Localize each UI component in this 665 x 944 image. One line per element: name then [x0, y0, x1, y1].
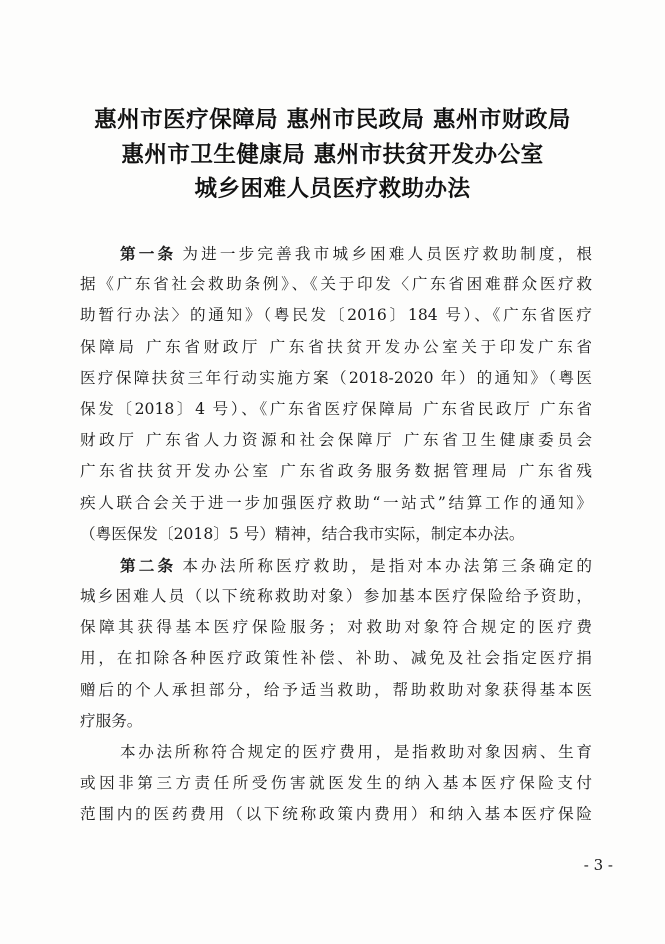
article-1-first-line [80, 238, 592, 269]
title-line: 惠州市卫生健康局 惠州市扶贫开发办公室 [121, 141, 544, 168]
title-line: 城乡困难人员医疗救助办法 [194, 176, 471, 202]
article-2-line: 赠后的个人承担部分，给予适当救助，帮助救助对象获得基本医 [80, 680, 592, 699]
article-1-line: （粤医保发〔2018〕5 号）精神，结合我市实际，制定本办法。 [80, 524, 525, 543]
article-2-line: 城乡困难人员（以下统称救助对象）参加基本医疗保险给予资助， [80, 587, 592, 606]
paragraph-3-line: 或因非第三方责任所受伤害就医发生的纳入基本医疗保险支付 [80, 774, 592, 793]
document-title [0, 103, 665, 207]
article-2-line: 保障其获得基本医疗保险服务；对救助对象符合规定的医疗费 [80, 618, 592, 637]
article-1-line: 医疗保障扶贫三年行动实施方案（2018-2020 年）的通知》（粤医 [80, 368, 592, 387]
article-1-line: 保发〔2018〕4 号）、《广东省医疗保障局 广东省民政厅 广东省 [80, 399, 592, 418]
article-1-line: 财政厅 广东省人力资源和社会保障厅 广东省卫生健康委员会 [80, 431, 592, 450]
paragraph-3-line: 范围内的医药费用（以下统称政策内费用）和纳入基本医疗保险 [80, 805, 592, 824]
article-1-label: 第一条 [120, 244, 177, 263]
article-1-text: 为进一步完善我市城乡困难人员医疗救助制度，根 [182, 245, 592, 263]
document-body [80, 238, 592, 831]
article-1-line: 助暂行办法〉的通知》（粤民发〔2016〕184 号）、《广东省医疗 [80, 306, 592, 325]
article-1-line: 保障局 广东省财政厅 广东省扶贫开发办公室关于印发广东省 [80, 337, 592, 356]
title-line: 惠州市医疗保障局 惠州市民政局 惠州市财政局 [94, 107, 571, 133]
article-1-line: 广东省扶贫开发办公室 广东省政务服务数据管理局 广东省残 [80, 462, 592, 481]
article-2-label: 第二条 [120, 555, 177, 575]
article-2-line: 疗服务。 [80, 711, 143, 730]
article-2-text: 本办法所称医疗救助，是指对本办法第三条确定的 [182, 556, 592, 575]
article-2-first-line [80, 550, 592, 581]
article-2-line: 用，在扣除各种医疗政策性补偿、补助、减免及社会指定医疗捐 [80, 649, 592, 668]
paragraph-3-line: 本办法所称符合规定的医疗费用，是指救助对象因病、生育 [120, 743, 592, 761]
article-1-line: 疾人联合会关于进一步加强医疗救助“一站式”结算工作的通知》 [80, 493, 592, 512]
page-number: - 3 - [583, 856, 613, 874]
article-1-line: 据《广东省社会救助条例》、《关于印发〈广东省困难群众医疗救 [80, 275, 592, 294]
